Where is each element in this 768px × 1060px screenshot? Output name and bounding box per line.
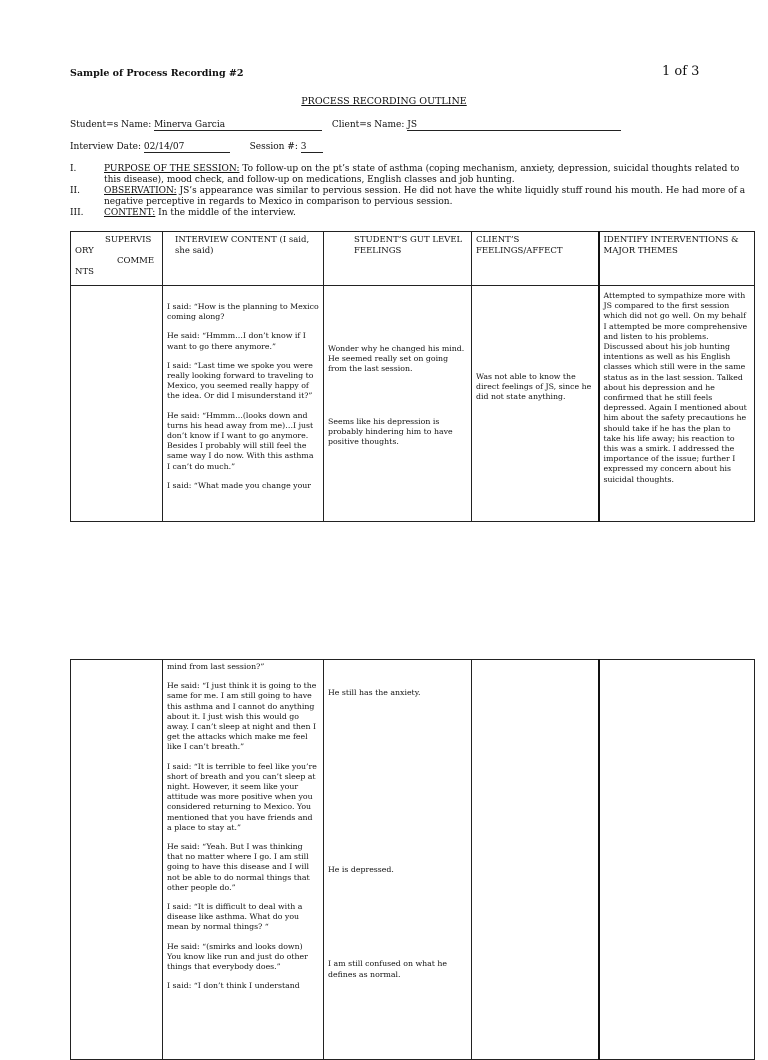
gut-feeling: He is depressed. (328, 865, 394, 875)
header-student-text: STUDENT’S GUT LEVEL FEELINGS (354, 235, 463, 256)
section-label: OBSERVATION: (104, 186, 177, 196)
header-interview: INTERVIEW CONTENT (I said, she said) (163, 232, 324, 286)
header-supervisory (71, 232, 163, 286)
dialogue-line: I said: “How is the planning to Mexico coming along? (167, 302, 319, 322)
section-number: II. (70, 186, 80, 196)
interview-cell (163, 660, 324, 1060)
supervisory-cell (71, 286, 163, 522)
gut-feeling: He still has the anxiety. (328, 688, 421, 697)
header-supervisory-text: COMME (117, 256, 155, 266)
section-observation (70, 186, 750, 208)
table-row (71, 660, 755, 1060)
dialogue-line: He said: “Hmmm…I don’t know if I want to go there anymore.” (167, 331, 306, 351)
date-label: Interview Date: (70, 142, 144, 152)
client-label: Client=s Name: (331, 120, 408, 130)
dialogue-line: He said: “Hmmm…(looks down and turns his head away from me)…I just don’t know if I want to go anymore. Besides I probably will still feel the same way I do now. With this asthma I can’t do much.” (167, 410, 314, 471)
student-label: Student=s Name: (70, 120, 155, 130)
outline-title: PROCESS RECORDING OUTLINE (301, 96, 467, 107)
header-supervisory-text: SUPERVIS (105, 235, 152, 245)
dialogue-line: mind from last session?” (167, 662, 265, 671)
dialogue-line: He said: “(smirks and looks down) You know like run and just do other things that everybody does.” (167, 941, 308, 972)
interview-date: 02/14/07 (144, 142, 230, 153)
dialogue-line: I said: “What made you change your (167, 480, 312, 490)
session-label: Session #: (249, 142, 301, 152)
dialogue-line: I said: “I don’t think I understand (167, 981, 300, 991)
section-text: JS’s appearance was similar to pervious session. He did not have the white liquidly stuff round his mouth. He had more of a negative perceptive in regards to Mexico in comparison to pervious session. (104, 186, 746, 207)
section-purpose (70, 164, 750, 186)
dialogue-line: He said: “I just think it is going to the same for me. I am still going to have this asthma and I cannot do anything about it. I just wish this would go away. I can’t sleep at night and then I get the attacks which make me feel like I can’t breath.” (167, 681, 317, 752)
client-cell (472, 660, 599, 1060)
gut-feeling: Wonder why he changed his mind. He seemed really set on going from the last session. (328, 344, 465, 374)
identify-cell (599, 660, 755, 1060)
document-title: Sample of Process Recording #2 (70, 68, 244, 79)
section-text: To follow-up on the pt’s state of asthma (coping mechanism, anxiety, depression, suicidal thoughts related to this disease), mood check, and follow-up on medications, English classes and job hunting. (104, 164, 740, 185)
sections-list (70, 164, 750, 219)
section-text: In the middle of the interview. (155, 208, 296, 218)
table-row (71, 286, 755, 522)
gut-feeling: I am still confused on what he defines as normal. (328, 959, 448, 979)
header-identify: IDENTIFY INTERVENTIONS & MAJOR THEMES (599, 232, 755, 286)
student-cell (324, 660, 472, 1060)
date-session-line (70, 142, 323, 153)
supervisory-cell (71, 660, 163, 1060)
client-cell: Was not able to know the direct feelings of JS, since he did not state anything. (472, 286, 599, 522)
header-client: CLIENT’S FEELINGS/AFFECT (472, 232, 599, 286)
gut-feeling: Seems like his depression is probably hindering him to have positive thoughts. (328, 416, 453, 447)
student-cell (324, 286, 472, 522)
dialogue-line: He said: “Yeah. But I was thinking that no matter where I go. I am still going to have this disease and I will not be able to do normal things that other people do.” (167, 842, 310, 892)
section-content (70, 208, 750, 219)
table-header-row (71, 232, 755, 286)
dialogue-line: I said: “Last time we spoke you were really looking forward to traveling to Mexico, you seemed really happy of the idea. Or did I misunderstand it?” (167, 360, 314, 401)
names-line (70, 120, 621, 131)
header-student (324, 232, 472, 286)
page-number: 1 of 3 (662, 64, 700, 79)
dialogue-line: I said: “It is difficult to deal with a disease like asthma. What do you mean by normal things? “ (167, 902, 303, 932)
session-number: 3 (301, 142, 323, 153)
dialogue-line: I said: “It is terrible to feel like you’re short of breath and you can’t sleep at night. However, it seem like your attitude was more positive when you considered returning to Mexico. You mentioned that you have friends and a place to stay at.” (167, 761, 317, 832)
student-name: Minerva Garcia (154, 120, 322, 131)
header-supervisory-text: ORY (75, 245, 94, 256)
section-number: III. (70, 208, 84, 218)
client-name: JS (407, 120, 621, 131)
process-table-page2 (70, 659, 755, 1060)
section-number: I. (70, 164, 77, 174)
interview-cell (163, 286, 324, 522)
header-supervisory-text: NTS (75, 266, 94, 277)
section-label: CONTENT: (104, 208, 156, 218)
section-label: PURPOSE OF THE SESSION: (104, 164, 240, 174)
process-table-page1 (70, 231, 755, 522)
identify-cell: Attempted to sympathize more with JS compared to the first session which did not go well. On my behalf I attempted be more comprehensive and listen to his problems. Discussed about his job hunting intentions as well as his English classes which still were in the same status as in the last session. Talked about his depression and he confirmed that he still feels depressed. Again I mentioned about him about the safety precautions he should take if he has the plan to take his life away; his reaction to this was a smirk. I addressed the importance of the issue; further I expressed my concern about his suicidal thoughts. (599, 286, 755, 522)
